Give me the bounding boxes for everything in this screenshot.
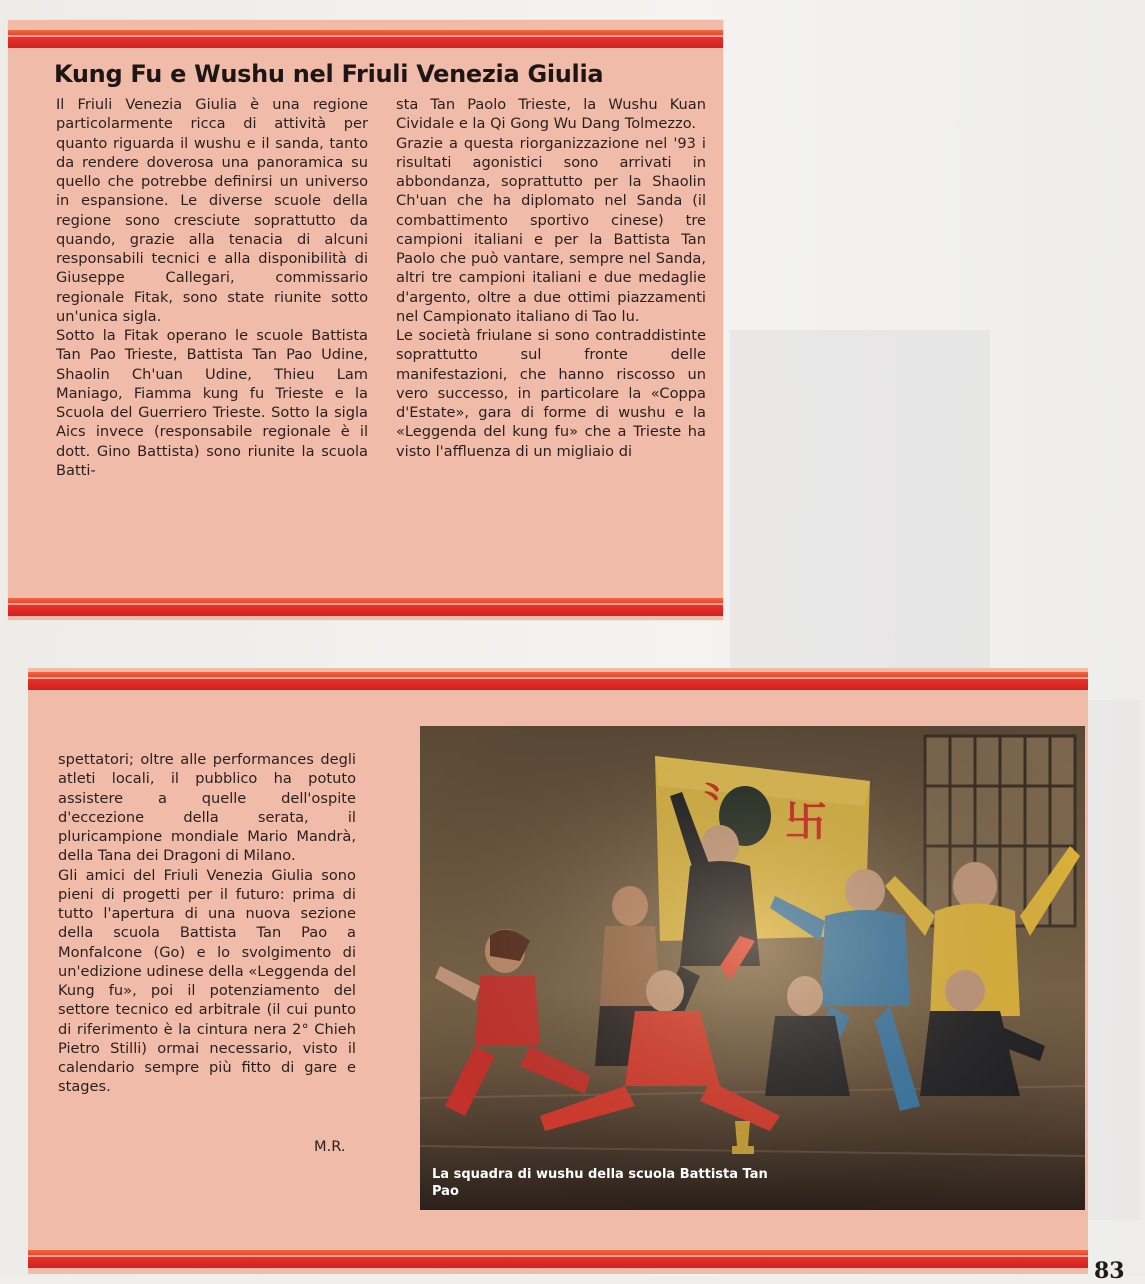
team-photo-illustration [420,726,1085,1210]
reverse-page-shadow-2 [1080,700,1140,1220]
paragraph: Le società friulane si sono contraddistinte soprattutto sul fronte delle manifestazioni, che hanno riscosso un vero successo, in particolare la «Coppa d'Estate», gara di forme di wushu e la «Leggenda del kung fu» che a Trieste ha visto l'affluenza di un migliaio di [396,327,706,460]
paragraph: Il Friuli Venezia Giulia è una regione particolarmente ricca di attività per quanto riguarda il wushu e il sanda, tanto da rendere doverosa una panoramica su quello che potrebbe definirsi un universo in espansione. Le diverse scuole della regione sono cresciute soprattutto da quando, grazie alla tenacia di alcuni responsabili tecnici e alla disponibilità di Giuseppe Callegari, commissario regionale Fitak, sono state riunite sotto un'unica sigla. [56,96,368,325]
paragraph: Gli amici del Friuli Venezia Giulia sono pieni di progetti per il futuro: prima di tutto l'apertura di una nuova sezione della scuola Battista Tan Pao a Monfalcone (Go) e lo svolgimento di un'edizione udinese della «Leggenda del Kung fu», poi il potenziamento del settore tecnico ed arbitrale (il cui punto di riferimento è la cintura nera 2° Chieh Pietro Stilli) ormai necessario, visto il calendario sempre più fitto di gare e stages. [58,866,356,1096]
article-column-2 [396,95,706,461]
paragraph: Sotto la Fitak operano le scuole Battista Tan Pao Trieste, Battista Tan Pao Udine, Shaolin Ch'uan Udine, Thieu Lam Maniago, Fiamma kung fu Trieste e la Scuola del Guerriero Trieste. Sotto la sigla Aics invece (responsabile regionale è il dott. Gino Battista) sono riunite la scuola Batti- [56,327,368,479]
article-column-1 [56,95,368,480]
article-clipping-bottom [28,668,1088,1274]
decorative-red-stripe [8,598,723,616]
author-signature: M.R. [314,1138,346,1155]
page-number: 83 [1094,1258,1125,1284]
paragraph: sta Tan Paolo Trieste, la Wushu Kuan Cividale e la Qi Gong Wu Dang Tolmezzo. [396,96,706,133]
article-title: Kung Fu e Wushu nel Friuli Venezia Giulia [54,60,604,88]
paragraph: spettatori; oltre alle performances degli atleti locali, il pubblico ha potuto assistere a quelle dell'ospite d'eccezione della serata, il pluricampione mondiale Mario Mandrà, della Tana dei Dragoni di Milano. [58,751,356,865]
article-column-3 [58,750,356,1097]
paragraph: Grazie a questa riorganizzazione nel '93 i risultati agonistici sono arrivati in abbondanza, soprattutto per la Shaolin Ch'uan che ha diplomato nel Sanda (il combattimento sportivo cinese) tre campioni italiani e per la Battista Tan Paolo che può vantare, sempre nel Sanda, altri tre campioni italiani e due medaglie d'argento, oltre a due ottimi piazzamenti nel Campionato italiano di Tao lu. [396,134,706,325]
decorative-red-stripe [28,1250,1088,1268]
team-photo [420,726,1085,1210]
article-clipping-top [8,20,723,620]
photo-caption: La squadra di wushu della scuola Battista Tan Pao [432,1167,768,1199]
decorative-red-stripe [8,30,723,48]
reverse-page-shadow [730,330,990,690]
decorative-red-stripe [28,672,1088,690]
